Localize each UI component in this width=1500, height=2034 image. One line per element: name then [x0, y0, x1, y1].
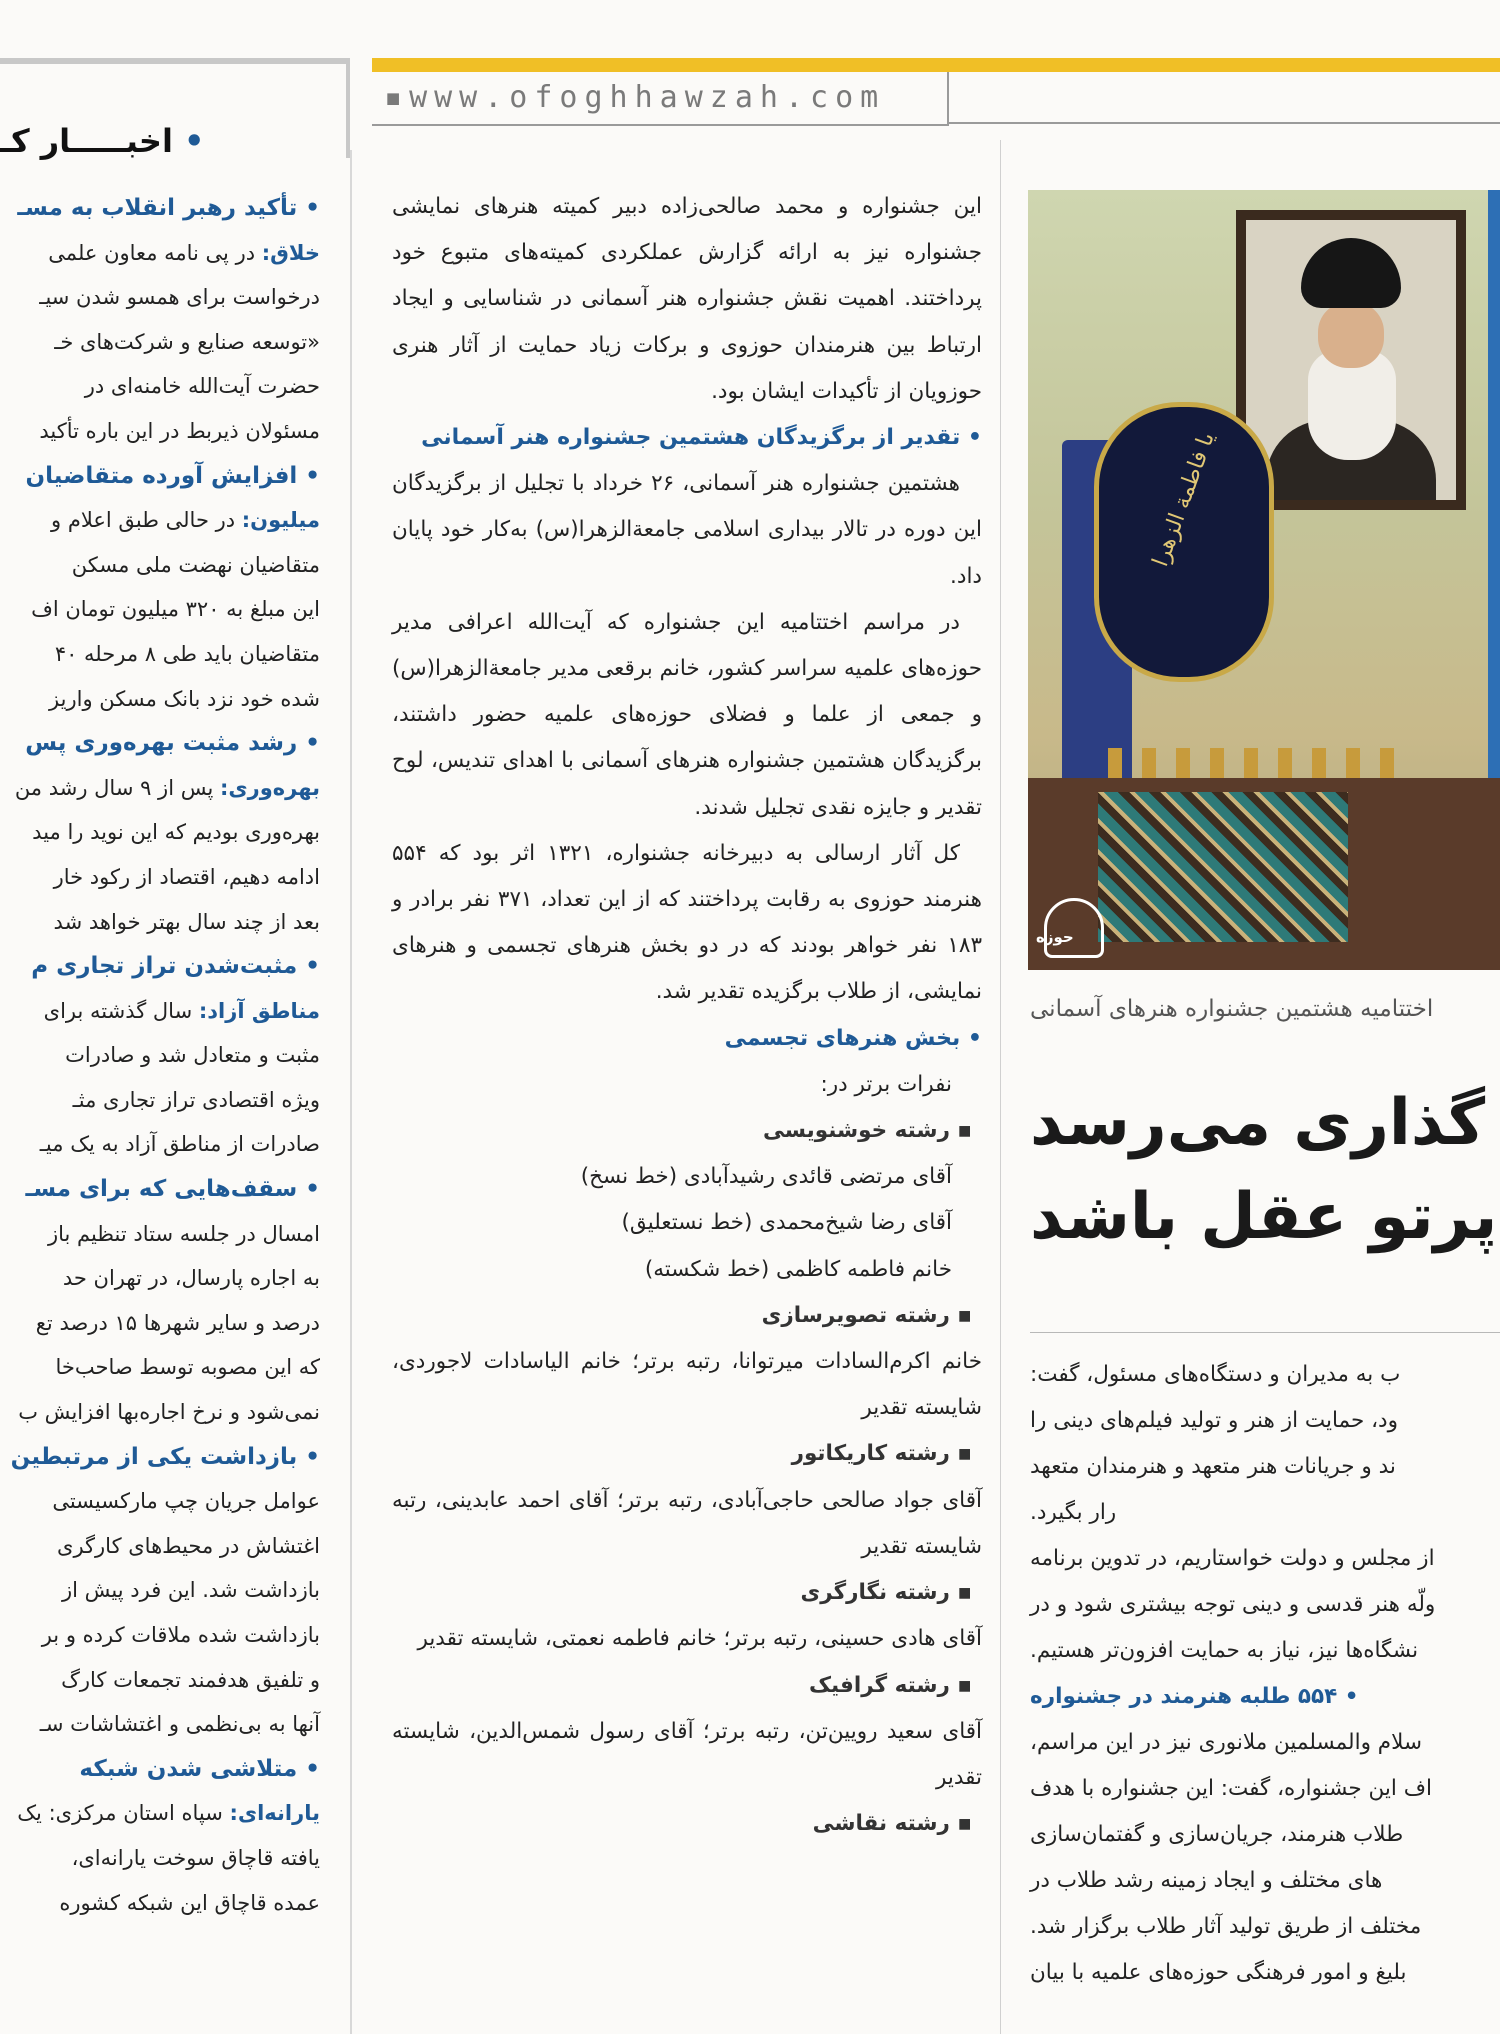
paragraph [0, 231, 320, 276]
lead-phrase: یارانه‌ای: [229, 1801, 320, 1826]
text: درصد و سایر شهرها ۱۵ درصد تع [35, 1310, 320, 1335]
text: • بخش هنرهای تجسمی [724, 1025, 982, 1051]
text: ولّه هنر قدسی و دینی توجه بیشتری شود و در [1030, 1592, 1436, 1617]
paragraph [392, 600, 982, 831]
text: • تأکید رهبر انقلاب به مسـ [17, 195, 320, 221]
paragraph [392, 461, 982, 600]
text: آقای جواد صالحی حاجی‌آبادی، رتبه برتر؛ آقای احمد عابدینی، رتبه شایسته تقدیر [392, 1487, 982, 1559]
text: ود، حمایت از هنر و تولید فیلم‌های دینی را [1030, 1408, 1399, 1433]
text: سپاه استان مرکزی: یک [17, 1801, 230, 1826]
lead-phrase: بهره‌وری: [220, 775, 320, 800]
text: • مثبت‌شدن تراز تجاری م [31, 953, 320, 980]
subheading [392, 415, 982, 461]
text: های مختلف و ایجاد زمینه رشد طلاب در [1030, 1868, 1383, 1893]
text: به اجاره پارسال، در تهران حد [62, 1266, 320, 1291]
paragraph [392, 831, 982, 1016]
text: • رشد مثبت بهره‌وری پس [25, 730, 320, 757]
text: سلام والمسلمین ملانوری نیز در این مراسم، [1030, 1730, 1422, 1755]
paragraph [1030, 1444, 1500, 1490]
text: آنها به بی‌نظمی و اغتشاشات سـ [39, 1712, 320, 1737]
photo-caption: اختتامیه هشتمین جشنواره هنرهای آسمانی [1030, 996, 1434, 1022]
section-title-text: اخبـــــار کـ [0, 122, 173, 160]
section-bullet: • [184, 122, 205, 160]
paragraph [0, 1702, 320, 1747]
text: ▪ رشته تصویرسازی [761, 1302, 972, 1328]
paragraph [0, 498, 320, 543]
paragraph [0, 1212, 320, 1257]
text: متقاضیان باید طی ۸ مرحله ۴۰ [54, 641, 320, 666]
article-photo [1028, 190, 1500, 970]
column-frame-top [0, 58, 350, 64]
paragraph [1030, 1398, 1500, 1444]
text: این مبلغ به ۳۲۰ میلیون تومان اف [31, 597, 320, 622]
subheading [392, 1016, 982, 1062]
text: • سقف‌هایی که برای مسـ [25, 1176, 320, 1203]
headline-line-1: گذاری می‌رسد [1030, 1086, 1486, 1160]
news-brief-body [0, 186, 320, 1925]
section-title [0, 122, 350, 160]
text: ادامه دهیم، اقتصاد از رکود خار [53, 864, 320, 889]
paragraph [0, 1613, 320, 1658]
top-accent-bar [372, 58, 1500, 72]
paragraph [0, 989, 320, 1034]
headline-line-2: پرتو عقل باشد [1030, 1180, 1498, 1254]
paragraph [0, 409, 320, 454]
text: از مجلس و دولت خواستاریم، در تدوین برنامه [1030, 1546, 1435, 1571]
text: ند و جریانات هنر متعهد و هنرمندان متعهد [1030, 1454, 1396, 1479]
paragraph [0, 1524, 320, 1569]
category-heading [392, 1570, 982, 1616]
paragraph [0, 632, 320, 677]
site-url: ▪www.ofoghhawzah.com [384, 80, 886, 115]
paragraph [1030, 1582, 1500, 1628]
paragraph [1030, 1904, 1500, 1950]
paragraph [0, 1479, 320, 1524]
paragraph [392, 1616, 982, 1662]
text: سال گذشته برای [43, 998, 199, 1023]
text: در پی نامه معاون علمی [48, 240, 262, 265]
category-heading [392, 1431, 982, 1477]
paragraph [1030, 1720, 1500, 1766]
list-item [392, 1247, 982, 1293]
text: اغتشاش در محیط‌های کارگری [57, 1533, 320, 1558]
paragraph [0, 1033, 320, 1078]
paragraph [1030, 1628, 1500, 1674]
text: کل آثار ارسالی به دبیرخانه جشنواره، ۱۳۲۱ اثر بود که ۵۵۴ هنرمند حوزوی به رقابت پرداختند که از این تعداد، ۳۷۱ نفر برادر و ۱۸۳ نفر خواهر بودند که در دو بخش هنرهای تجسمی و هنرهای نمایشی، از طلاب برگزیده تقدیر شد. [392, 840, 982, 1005]
lead-phrase: میلیون: [241, 508, 320, 533]
subheading [0, 721, 320, 766]
paragraph [0, 1122, 320, 1167]
paragraph [0, 275, 320, 320]
text: هشتمین جشنواره هنر آسمانی، ۲۶ خرداد با تجلیل از برگزیدگان این دوره در تالار بیداری اسلامی جامعة‌الزهرا(س) به‌کار خود پایان داد. [392, 471, 982, 589]
paragraph [1030, 1766, 1500, 1812]
subheading [0, 944, 320, 989]
url-box [372, 72, 949, 126]
paragraph [0, 364, 320, 409]
paragraph [0, 1881, 320, 1926]
paragraph [1030, 1950, 1500, 1996]
text: امسال در جلسه ستاد تنظیم باز [47, 1221, 320, 1246]
category-heading [392, 1801, 982, 1847]
text: در مراسم اختتامیه این جشنواره که آیت‌الله اعرافی مدیر حوزه‌های علمیه سراسر کشور، خانم برقعی مدیر جامعة‌الزهرا(س) و جمعی از علما و فضلای حوزه‌های علمیه حضور داشتند، برگزیدگان هشتمین جشنواره هنرهای آسمانی با اهدای تندیس، لوح تقدیر و جایزه نقدی تجلیل شدند. [392, 609, 982, 820]
paragraph [0, 1390, 320, 1435]
list-item [392, 1200, 982, 1246]
text: آقای رضا شیخ‌محمدی (خط نستعلیق) [621, 1210, 952, 1236]
paragraph [0, 677, 320, 722]
text: ▪ رشته کاریکاتور [791, 1441, 972, 1467]
paragraph [0, 766, 320, 811]
text: درخواست برای همسو شدن سیـ [39, 285, 320, 310]
text: اف این جشنواره، گفت: این جشنواره با هدف [1030, 1776, 1432, 1801]
paragraph [0, 900, 320, 945]
text: بازداشت شد. این فرد پیش از [61, 1578, 320, 1603]
category-heading [392, 1108, 982, 1154]
paragraph [0, 1078, 320, 1123]
text: عوامل جریان چپ مارکسیستی [52, 1489, 320, 1514]
subheading [0, 1747, 320, 1792]
paragraph [0, 1345, 320, 1390]
subheading [0, 186, 320, 231]
subheading [1030, 1674, 1500, 1720]
text: • تقدیر از برگزیدگان هشتمین جشنواره هنر آسمانی [421, 425, 982, 451]
text: عمده قاچاق این شبکه کشوره [59, 1890, 320, 1915]
column-divider-left [350, 150, 352, 2034]
list-item [392, 1154, 982, 1200]
paragraph [392, 184, 982, 415]
text: مثبت و متعادل شد و صادرات [65, 1043, 320, 1068]
paragraph [1030, 1812, 1500, 1858]
text: رار بگیرد. [1030, 1500, 1117, 1525]
photo-carpet [1098, 792, 1348, 942]
paragraph [0, 855, 320, 900]
paragraph [0, 1301, 320, 1346]
text: نفرات برتر در: [820, 1071, 952, 1097]
text: ▪ رشته گرافیک [809, 1672, 972, 1698]
text: بازداشت شده ملاقات کرده و بر [41, 1623, 320, 1647]
paragraph [0, 1256, 320, 1301]
text: ▪ رشته نگارگری [800, 1580, 972, 1606]
paragraph [0, 810, 320, 855]
text: طلاب هنرمند، جریان‌سازی و گفتمان‌سازی [1030, 1822, 1404, 1847]
paragraph [0, 1568, 320, 1613]
paragraph [1030, 1352, 1500, 1398]
text: «توسعه صنایع و شرکت‌های خـ [54, 329, 320, 354]
lead-phrase: خلاق: [261, 240, 320, 265]
photo-watermark-text: حوزه [1036, 928, 1074, 946]
text: مسئولان ذیربط در این باره تأکید [39, 418, 320, 443]
column-divider-middle [1000, 140, 1001, 2034]
text: پس از ۹ سال رشد من [14, 775, 220, 800]
text: ویژه اقتصادی تراز تجاری مثـ [72, 1087, 320, 1112]
text: نمی‌شود و نرخ اجاره‌بها افزایش ب [18, 1400, 320, 1425]
lead-phrase: مناطق آزاد: [198, 998, 320, 1023]
text: شده خود نزد بانک مسکن واریز [49, 686, 320, 711]
article-headline [1030, 1076, 1500, 1264]
category-heading [392, 1663, 982, 1709]
paragraph [0, 1791, 320, 1836]
text: این جشنواره و محمد صالحی‌زاده دبیر کمیته هنرهای نمایشی جشنواره نیز به ارائه گزارش عملکردی کمیته‌های متبوع خود پرداختند. اهمیت نقش جشنواره هنر آسمانی در شناسایی و ایجاد ارتباط بین هنرمندان حوزوی و برکات زیاد حمایت از آثار هنری حوزویان از تأکیدات ایشان بود. [392, 194, 982, 404]
text: • ۵۵۴ طلبه هنرمند در جشنواره [1030, 1684, 1359, 1709]
paragraph [1030, 1858, 1500, 1904]
text: ▪ رشته نقاشی [812, 1811, 972, 1837]
text: یافته قاچاق سوخت یارانه‌ای، [71, 1845, 320, 1870]
paragraph [1030, 1536, 1500, 1582]
text: که این مصوبه توسط صاحب‌خا [55, 1355, 320, 1380]
paragraph [0, 1836, 320, 1881]
article-right-body [1030, 1352, 1500, 1996]
paragraph [0, 543, 320, 588]
text: خانم فاطمه کاظمی (خط شکسته) [644, 1256, 952, 1282]
text: آقای سعید رویین‌تن، رتبه برتر؛ آقای رسول شمس‌الدین، شایسته تقدیر [392, 1718, 982, 1790]
text: بعد از چند سال بهتر خواهد شد [53, 909, 320, 934]
text: بلیغ و امور فرهنگی حوزه‌های علمیه با بیان [1030, 1960, 1407, 1985]
text: مختلف از طریق تولید آثار طلاب برگزار شد. [1030, 1914, 1422, 1939]
top-divider [947, 122, 1500, 124]
paragraph [0, 1658, 320, 1703]
text: متقاضیان نهضت ملی مسکن [71, 552, 320, 577]
text: • افزایش آورده متقاضیان [25, 462, 320, 489]
news-brief-column [0, 58, 350, 2034]
subheading [0, 1435, 320, 1480]
list-item [392, 1062, 982, 1108]
headline-rule [1030, 1332, 1500, 1333]
text: حضرت آیت‌الله خامنه‌ای در [84, 374, 320, 399]
text: نشگاه‌ها نیز، نیاز به حمایت افزون‌تر هستیم. [1030, 1638, 1419, 1663]
paragraph [0, 320, 320, 365]
photo-emblem: یا فاطمة الزهرا [1094, 402, 1274, 682]
text: و تلفیق هدفمند تجمعات کارگ [61, 1667, 320, 1692]
category-heading [392, 1293, 982, 1339]
text: آقای مرتضی قائدی رشیدآبادی (خط نسخ) [580, 1164, 952, 1190]
text: در حالی طبق اعلام و [51, 508, 242, 533]
paragraph [392, 1709, 982, 1801]
paragraph [0, 587, 320, 632]
text: ب به مدیران و دستگاه‌های مسئول، گفت: [1030, 1362, 1401, 1387]
text: ▪ رشته خوشنویسی [763, 1118, 972, 1144]
subheading [0, 454, 320, 499]
text: خانم اکرم‌السادات میرتوانا، رتبه برتر؛ خانم الیاسادات لاجوردی، شایسته تقدیر [392, 1349, 982, 1421]
text: صادرات از مناطق آزاد به یک میـ [39, 1132, 320, 1157]
paragraph [392, 1478, 982, 1570]
article-middle-column [392, 184, 982, 1847]
text: • متلاشی شدن شبکه [79, 1755, 320, 1782]
text: آقای هادی حسینی، رتبه برتر؛ خانم فاطمه نعمتی، شایسته تقدیر [417, 1626, 982, 1652]
text: بهره‌وری بودیم که این نوید را مید [32, 820, 320, 845]
text: • بازداشت یکی از مرتبطین [10, 1443, 320, 1470]
paragraph [392, 1339, 982, 1431]
photo-trophies [1108, 748, 1408, 778]
subheading [0, 1167, 320, 1212]
paragraph [1030, 1490, 1500, 1536]
